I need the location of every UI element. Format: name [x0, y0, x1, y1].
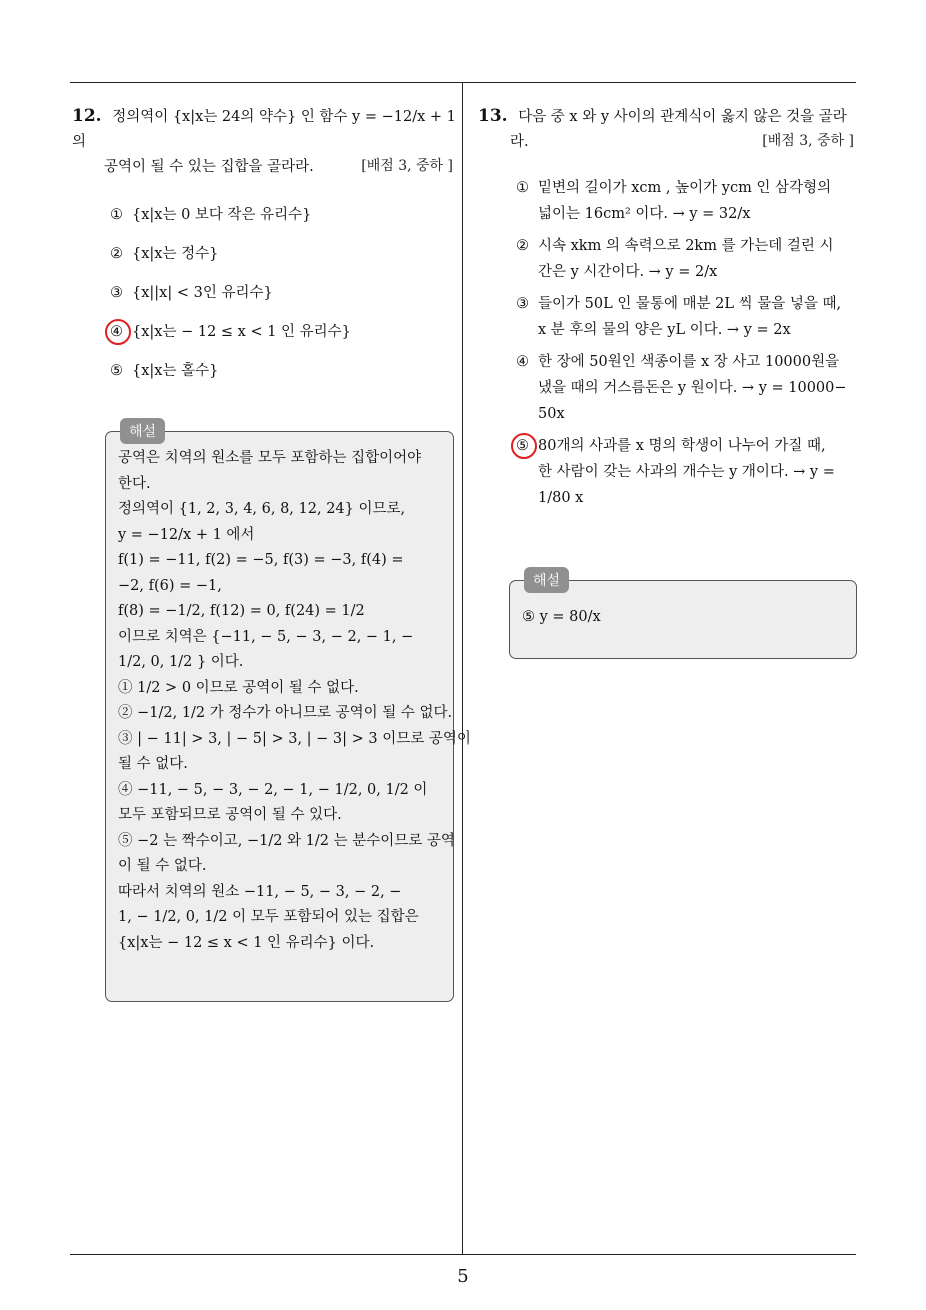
question-score: [배점 3, 중하 ] — [762, 133, 854, 149]
choice-1[interactable]: ① 밑변의 길이가 xcm , 높이가 ycm 인 삼각형의 넓이는 16cm² 이다. → y = 32/x — [516, 180, 832, 222]
choice-4[interactable]: ④ 한 장에 50원인 색종이를 x 장 사고 10000원을 냈을 때의 거스름돈은 y 원이다. → y = 10000− 50x — [516, 354, 847, 422]
question-text-line1: 정의역이 {x|x는 24의 약수} 인 함수 y = −12/x + 1 의 — [72, 109, 456, 150]
answer-circle-icon — [105, 319, 131, 345]
question-text-line1: 다음 중 x 와 y 사이의 관계식이 옳지 않은 것을 골라 — [518, 109, 847, 125]
question-text-line2: 공역이 될 수 있는 집합을 골라라. — [104, 159, 314, 175]
solution-tag: 해설 — [120, 418, 165, 444]
question-13 — [478, 104, 858, 517]
choice-4-selected[interactable]: ④ {x|x는 − 12 ≤ x < 1 인 유리수} — [72, 319, 457, 345]
answer-circle-icon — [511, 433, 537, 459]
choice-5-selected[interactable]: ⑤ 80개의 사과를 x 명의 학생이 나누어 가질 때, 한 사람이 갖는 사과의 개수는 y 개이다. → y = 1/80 x — [478, 433, 858, 511]
question-12 — [72, 104, 457, 397]
choice-1[interactable]: ① {x|x는 0 보다 작은 유리수} — [110, 207, 312, 223]
solution-box-12: 해설 공역은 치역의 원소를 모두 포함하는 집합이어야 한다. 정의역이 {1, 2, 3, 4, 6, 8, 12, 24} 이므로, y = −12/x + 1 에서 f(1) = −11, f(2) = −5, f(3) = −3, f(4) = −2, f(6) = −1, f(8) = −1/2, f(12) = 0, f(24) = 1/2 이므로 치역은 {−11, − 5, − 3, − 2, − 1, − 1/2, 0, 1/2 } 이다. ① 1/2 > 0 이므로 공역이 될 수 없다. ② −1/2, 1/2 가 정수가 아니므로 공역이 될 수 없다. ③ | − 11| > 3, | − 5| > 3, | − 3| > 3 이므로 공역이 될 수 없다. ④ −11, − 5, − 3, − 2, − 1, − 1/2, 0, 1/2 이 모두 포함되므로 공역이 될 수 있다. ⑤ −2 는 짝수이고, −1/2 와 1/2 는 분수이므로 공역 이 될 수 없다. 따라서 치역의 원소 −11, − 5, − 3, − 2, − 1, − 1/2, 0, 1/2 이 모두 포함되어 있는 집합은 {x|x는 − 12 ≤ x < 1 인 유리수} 이다. — [105, 431, 454, 1002]
column-divider — [462, 82, 463, 1254]
solution-tag: 해설 — [524, 567, 569, 593]
question-score: [배점 3, 중하 ] — [361, 158, 453, 174]
choice-3[interactable]: ③ 들이가 50L 인 물통에 매분 2L 씩 물을 넣을 때, x 분 후의 물의 양은 yL 이다. → y = 2x — [516, 296, 842, 338]
choice-2[interactable]: ② 시속 xkm 의 속력으로 2km 를 가는데 걸린 시 간은 y 시간이다. → y = 2/x — [516, 238, 834, 280]
choice-list — [72, 202, 457, 384]
question-number: 12. — [72, 106, 102, 126]
solution-box-13: 해설 ⑤ y = 80/x — [509, 580, 857, 659]
header-rule — [70, 82, 856, 83]
choice-2[interactable]: ② {x|x는 정수} — [110, 246, 219, 262]
choice-list — [478, 175, 858, 511]
question-number: 13. — [478, 106, 508, 126]
question-12-stem — [72, 104, 457, 155]
page-number: 5 — [457, 1266, 469, 1287]
choice-3[interactable]: ③ {x||x| < 3인 유리수} — [110, 285, 273, 301]
question-13-stem — [478, 104, 858, 130]
footer-rule — [70, 1254, 856, 1255]
question-text-line2: 라. — [510, 134, 529, 150]
choice-5[interactable]: ⑤ {x|x는 홀수} — [110, 363, 219, 379]
